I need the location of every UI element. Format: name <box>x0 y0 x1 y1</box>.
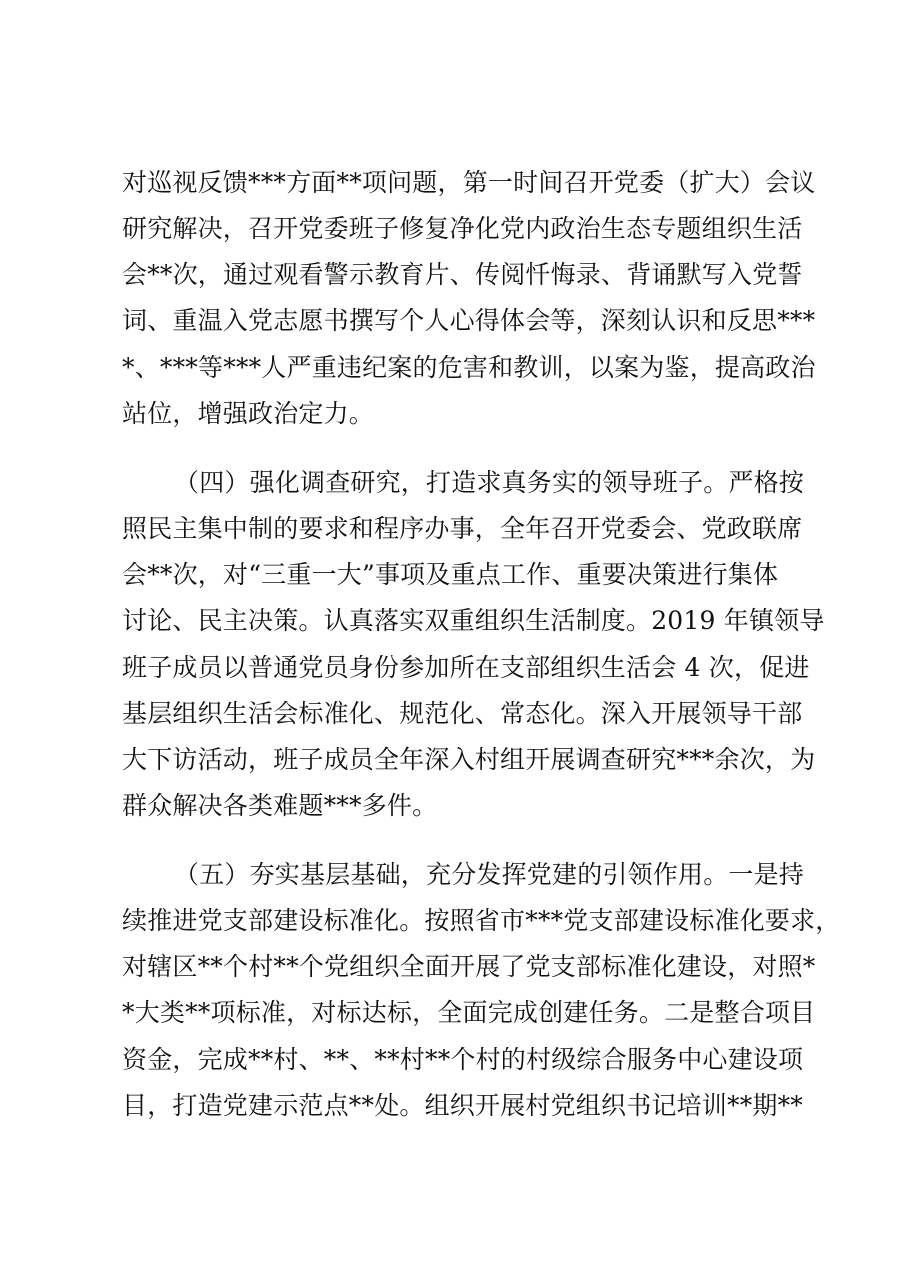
text-line: 会**次，通过观看警示教育片、传阅忏悔录、背诵默写入党誓 <box>122 260 803 289</box>
text-line: 会**次，对“三重一大”事项及重点工作、重要决策进行集体 <box>122 560 779 589</box>
text-line: 讨论、民主决策。认真落实双重组织生活制度。2019 年镇领导 <box>122 606 825 635</box>
text-line: 照民主集中制的要求和程序办事，全年召开党委会、党政联席 <box>122 514 803 543</box>
text-line: *大类**项标准，对标达标，全面完成创建任务。二是整合项目 <box>122 998 816 1027</box>
text-line: 对辖区**个村**个党组织全面开展了党支部标准化建设，对照* <box>122 952 816 981</box>
text-line: 研究解决，召开党委班子修复净化党内政治生态专题组织生活 <box>122 214 803 243</box>
text-line: 大下访活动，班子成员全年深入村组开展调查研究***余次，为 <box>122 745 816 774</box>
text-line: 词、重温入党志愿书撰写个人心得体会等，深刻认识和反思*** <box>122 306 816 335</box>
text-line: 资金，完成**村、**、**村**个村的村级综合服务中心建设项 <box>122 1045 804 1074</box>
text-line: 续推进党支部建设标准化。按照省市***党支部建设标准化要求， <box>122 906 841 935</box>
text-line: 目，打造党建示范点**处。组织开展村党组织书记培训**期** <box>122 1091 804 1120</box>
section-heading-line: （四）强化调查研究，打造求真务实的领导班子。严格按 <box>174 468 805 497</box>
text-line: 班子成员以普通党员身份参加所在支部组织生活会 4 次，促进 <box>122 653 810 682</box>
text-line: 站位，增强政治定力。 <box>122 399 375 428</box>
text-line: 群众解决各类难题***多件。 <box>122 791 438 820</box>
section-heading-line: （五）夯实基层基础，充分发挥党建的引领作用。一是持 <box>174 860 805 889</box>
text-line: 对巡视反馈***方面**项问题，第一时间召开党委（扩大）会议 <box>122 168 816 197</box>
text-line: 基层组织生活会标准化、规范化、常态化。深入开展领导干部 <box>122 699 803 728</box>
text-line: *、***等***人严重违纪案的危害和教训，以案为鉴，提高政治 <box>122 353 816 382</box>
